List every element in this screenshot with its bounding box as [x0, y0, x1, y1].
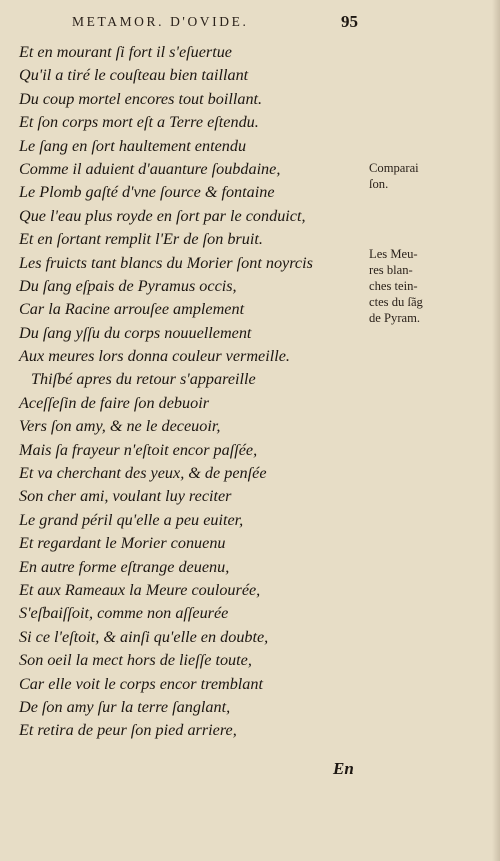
page-number: 95	[341, 12, 358, 31]
verse-line: Le grand péril qu'elle a peu euiter,	[19, 510, 244, 529]
verse-line: Et ſon corps mort eſt a Terre eſtendu.	[19, 113, 259, 132]
margin-note-line: ſon.	[369, 177, 389, 191]
verse-line: Si ce l'eſtoit, & ainſi qu'elle en doubte,	[19, 627, 269, 646]
verse-line: En autre forme eſtrange deuenu,	[19, 557, 230, 576]
verse-line: Que l'eau plus royde en ſort par le conduict,	[19, 206, 306, 225]
verse-line: Du ſang yſſu du corps nouuellement	[19, 323, 252, 342]
running-title: METAMOR. D'OVIDE.	[72, 14, 249, 29]
margin-note-line: de Pyram.	[369, 311, 421, 325]
page-edge-shadow	[492, 0, 500, 861]
verse-line: Le Plomb gaſté d'vne ſource & fontaine	[19, 183, 275, 202]
verse-line: Et aux Rameaux la Meure coulourée,	[19, 580, 261, 599]
verse-line: Son oeil la mect hors de lieſſe toute,	[19, 651, 252, 670]
verse-line: Car la Racine arrouſee amplement	[19, 300, 245, 319]
verse-line: Comme il aduient d'auanture ſoubdaine,	[19, 159, 281, 178]
verse-line: Thiſbé apres du retour s'appareille	[31, 370, 256, 389]
verse-line: Car elle voit le corps encor tremblant	[19, 674, 263, 693]
verse-line: Le ſang en ſort haultement entendu	[19, 136, 247, 155]
verse-line: Qu'il a tiré le couſteau bien taillant	[19, 66, 249, 85]
verse-line: Les fruicts tant blancs du Morier ſont noyrcis	[19, 253, 313, 272]
verse-line: Et en ſortant remplit l'Er de ſon bruit.	[19, 230, 263, 249]
margin-note-line: ctes du ſãg	[369, 295, 423, 309]
verse-list	[19, 41, 313, 743]
catchword: En	[333, 759, 354, 778]
verse-line: Et va cherchant des yeux, & de penſée	[19, 464, 267, 483]
margin-note-line: Les Meu-	[369, 247, 418, 261]
verse-line: Aux meures lors donna couleur vermeille.	[19, 347, 290, 366]
verse-line: Et regardant le Morier conuenu	[19, 534, 226, 553]
verse-line: Vers ſon amy, & ne le deceuoir,	[19, 417, 221, 436]
verse-line: Mais ſa frayeur n'eſtoit encor paſſée,	[19, 440, 258, 459]
margin-note-line: res blan-	[369, 263, 413, 277]
margin-note-comparaison	[369, 160, 419, 192]
verse-line: De ſon amy ſur la terre ſanglant,	[19, 697, 231, 716]
verse-line: Son cher ami, voulant luy reciter	[19, 487, 232, 506]
verse-line: Aceſſeſin de faire ſon debuoir	[19, 393, 210, 412]
verse-line: S'eſbaiſſoit, comme non aſſeurée	[19, 604, 229, 623]
margin-note-line: Comparai	[369, 161, 419, 175]
margin-note-meures	[369, 246, 423, 326]
verse-line: Du ſang eſpais de Pyramus occis,	[19, 276, 237, 295]
verse-line: Du coup mortel encores tout boillant.	[19, 89, 263, 108]
verse-line: Et en mourant ſi fort il s'eſuertue	[19, 43, 232, 61]
margin-note-line: ches tein-	[369, 279, 418, 293]
verse-line: Et retira de peur ſon pied arriere,	[19, 721, 237, 740]
